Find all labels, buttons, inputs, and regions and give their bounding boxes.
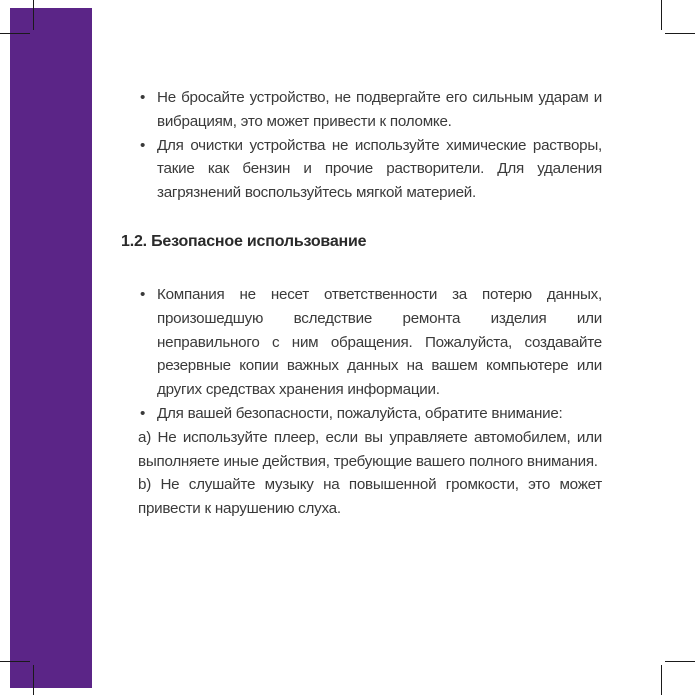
list-item-text: Для очистки устройства не используйте химические растворы, такие как бензин и прочие растворители. Для удаления загрязнений воспользуйтесь мягкой материей. bbox=[157, 136, 602, 202]
crop-mark bbox=[665, 33, 695, 34]
list-item bbox=[138, 283, 602, 402]
crop-mark bbox=[661, 0, 662, 30]
bullet-dot: • bbox=[140, 286, 146, 303]
section-heading: 1.2. Безопасное использование bbox=[121, 233, 367, 250]
list-item bbox=[138, 134, 602, 205]
list-item bbox=[138, 86, 602, 134]
crop-mark bbox=[665, 661, 695, 662]
section-body bbox=[138, 283, 602, 521]
lettered-item-a: a) Не используйте плеер, если вы управляете автомобилем, или выполняете иные действия, требующие вашего полного внимания. bbox=[138, 428, 602, 470]
list-item bbox=[138, 402, 602, 426]
bullet-dot: • bbox=[140, 89, 146, 106]
lettered-item-b: b) Не слушайте музыку на повышенной громкости, это может привести к нарушению слуха. bbox=[138, 476, 602, 518]
crop-mark bbox=[661, 665, 662, 695]
top-bullet-list bbox=[138, 86, 602, 205]
crop-mark bbox=[0, 661, 30, 662]
list-item-text: Для вашей безопасности, пожалуйста, обратите внимание: bbox=[157, 404, 563, 422]
crop-mark bbox=[33, 665, 34, 695]
list-item-text: Компания не несет ответственности за потерю данных, произошедшую вследствие ремонта изделия или неправильного с ним обращения. Пожалуйста, создавайте резервные копии важных данных на вашем компьютере или других средствах хранения информации. bbox=[157, 286, 602, 399]
list-item-text: Не бросайте устройство, не подвергайте его сильным ударам и вибрациям, это может привести к поломке. bbox=[157, 89, 602, 130]
bullet-dot: • bbox=[140, 136, 146, 154]
bullet-dot: • bbox=[140, 404, 146, 422]
crop-mark bbox=[33, 0, 34, 30]
crop-mark bbox=[0, 33, 30, 34]
side-color-band bbox=[10, 8, 92, 688]
